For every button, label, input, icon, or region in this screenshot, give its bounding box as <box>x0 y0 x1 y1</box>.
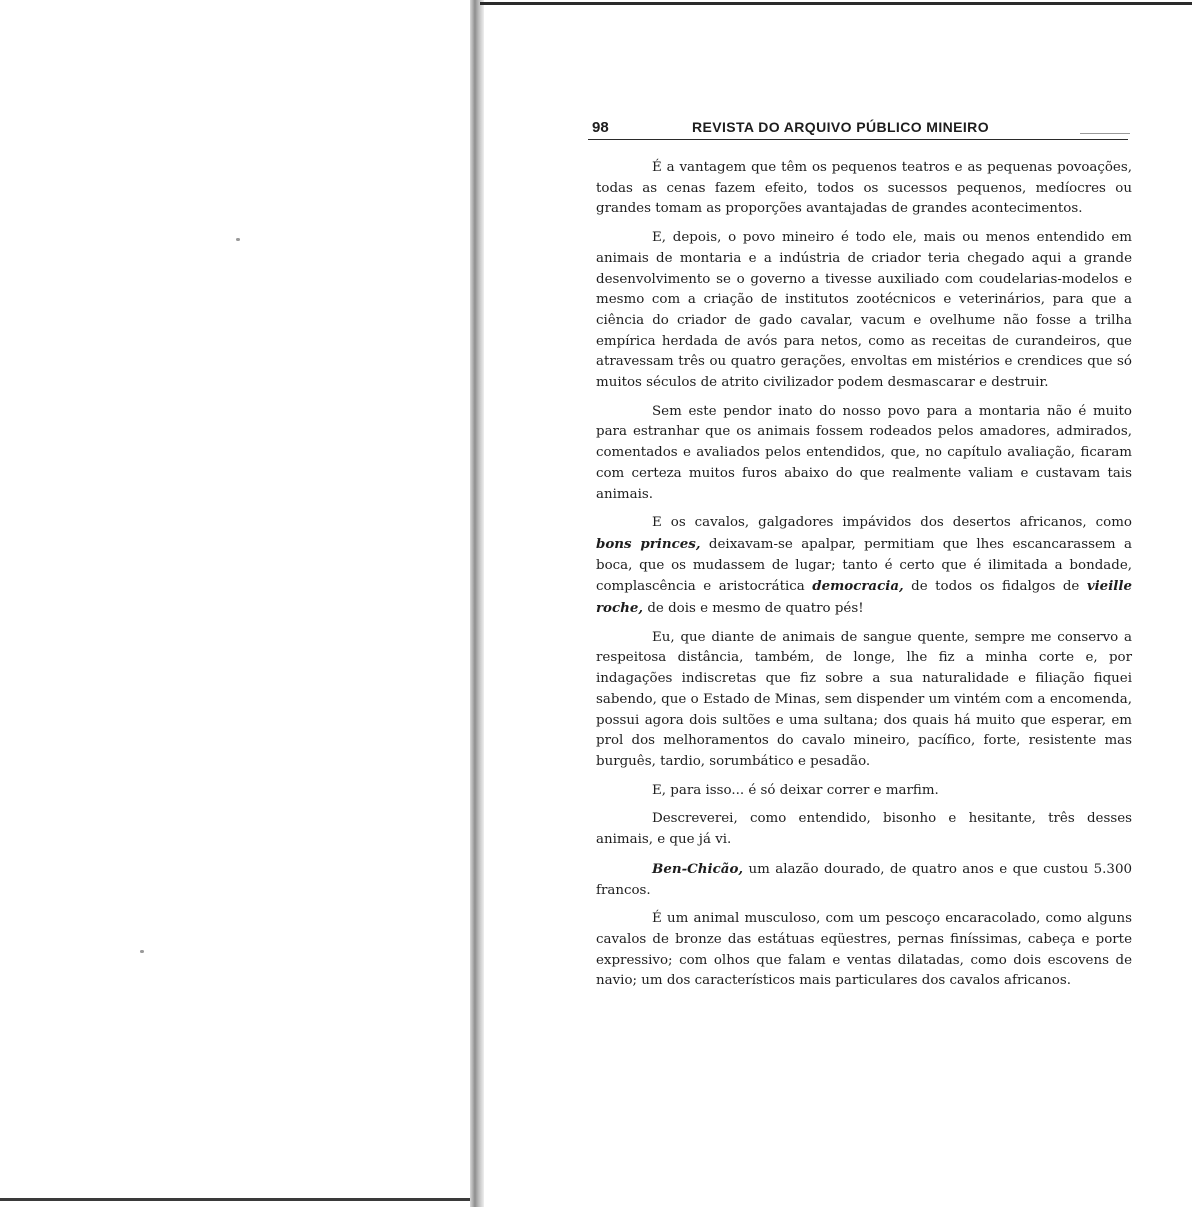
italic-phrase: vieille roche, <box>596 578 1132 617</box>
italic-phrase: bons princes, <box>596 535 701 552</box>
paragraph-text: E os cavalos, galgadores impávidos dos desertos africanos, como <box>652 515 1132 531</box>
header-rule-extension <box>1080 133 1130 134</box>
paragraph: Descreverei, como entendido, bisonho e hesitante, três desses animais, e que já vi. <box>596 811 1132 848</box>
running-title: REVISTA DO ARQUIVO PÚBLICO MINEIRO <box>692 119 989 135</box>
top-edge-line <box>480 2 1192 5</box>
paragraph <box>596 859 1132 901</box>
paragraph-text: de todos os fidalgos de <box>903 579 1087 595</box>
body-text <box>596 158 1132 1000</box>
paragraph: E, depois, o povo mineiro é todo ele, mais ou menos entendido em animais de montaria e a indústria de criador teria chegado aqui a grande desenvolvimento se o governo a tivesse auxiliado com coudelarias-modelos e mesmo com a criação de institutos zootécnicos e veterinários, para que a ciência do criador de gado cavalar, vacum e ovelhume não fosse a trilha empírica herdada de avós para netos, como as receitas de curandeiros, que atravessam três ou quatro gerações, envoltas em mistérios e crendices que só muitos séculos de atrito civilizador podem desmascarar e destruir. <box>596 230 1132 391</box>
page-number: 98 <box>592 119 609 136</box>
paragraph-text: deixavam-se apalpar, permitiam que lhes escancarassem a boca, que os mudassem de lugar; tanto é certo que é ilimitada a bondade, complascência e aristocrática <box>596 536 1132 595</box>
paragraph-text: um alazão dourado, de quatro anos e que custou 5.300 francos. <box>596 861 1132 898</box>
italic-phrase: democracia, <box>812 578 904 595</box>
scan-speck <box>140 950 144 953</box>
paragraph: Sem este pendor inato do nosso povo para a montaria não é muito para estranhar que os animais fossem rodeados pelos amadores, admirados, comentados e avaliados pelos entendidos, que, no capítulo avaliação, ficaram com certeza muitos furos abaixo do que realmente valiam e custavam tais animais. <box>596 403 1132 502</box>
paragraph: Eu, que diante de animais de sangue quente, sempre me conservo a respeitosa distância, também, de longe, lhe fiz a minha corte e, por indagações indiscretas que fiz sobre a sua naturalidade e filiação fiquei sabendo, que o Estado de Minas, sem dispender um vintém com a encomenda, possui agora dois sultões e uma sultana; dos quais há muito que esperar, em prol dos melhoramentos do cavalo mineiro, pacífico, forte, resistente mas burguês, tardio, sorumbático e pesadão. <box>596 629 1132 769</box>
scan-speck <box>236 238 240 241</box>
paragraph <box>596 513 1132 620</box>
bottom-edge-line <box>0 1198 470 1201</box>
paragraph: É a vantagem que têm os pequenos teatros e as pequenas povoações, todas as cenas fazem efeito, todos os sucessos pequenos, medíocres ou grandes tomam as proporções avantajadas de grandes acontecimentos. <box>596 160 1132 217</box>
paragraph: E, para isso... é só deixar correr e marfim. <box>652 782 939 798</box>
italic-phrase: Ben-Chicão, <box>652 860 744 877</box>
paragraph-text: de dois e mesmo de quatro pés! <box>643 601 864 617</box>
paragraph: É um animal musculoso, com um pescoço encaracolado, como alguns cavalos de bronze das estátuas eqüestres, pernas finíssimas, cabeça e porte expressivo; com olhos que falam e ventas dilatadas, como dois escovens de navio; um dos característicos mais particulares dos cavalos africanos. <box>596 911 1132 989</box>
page-header <box>588 117 1128 140</box>
book-gutter-shadow <box>470 0 484 1207</box>
